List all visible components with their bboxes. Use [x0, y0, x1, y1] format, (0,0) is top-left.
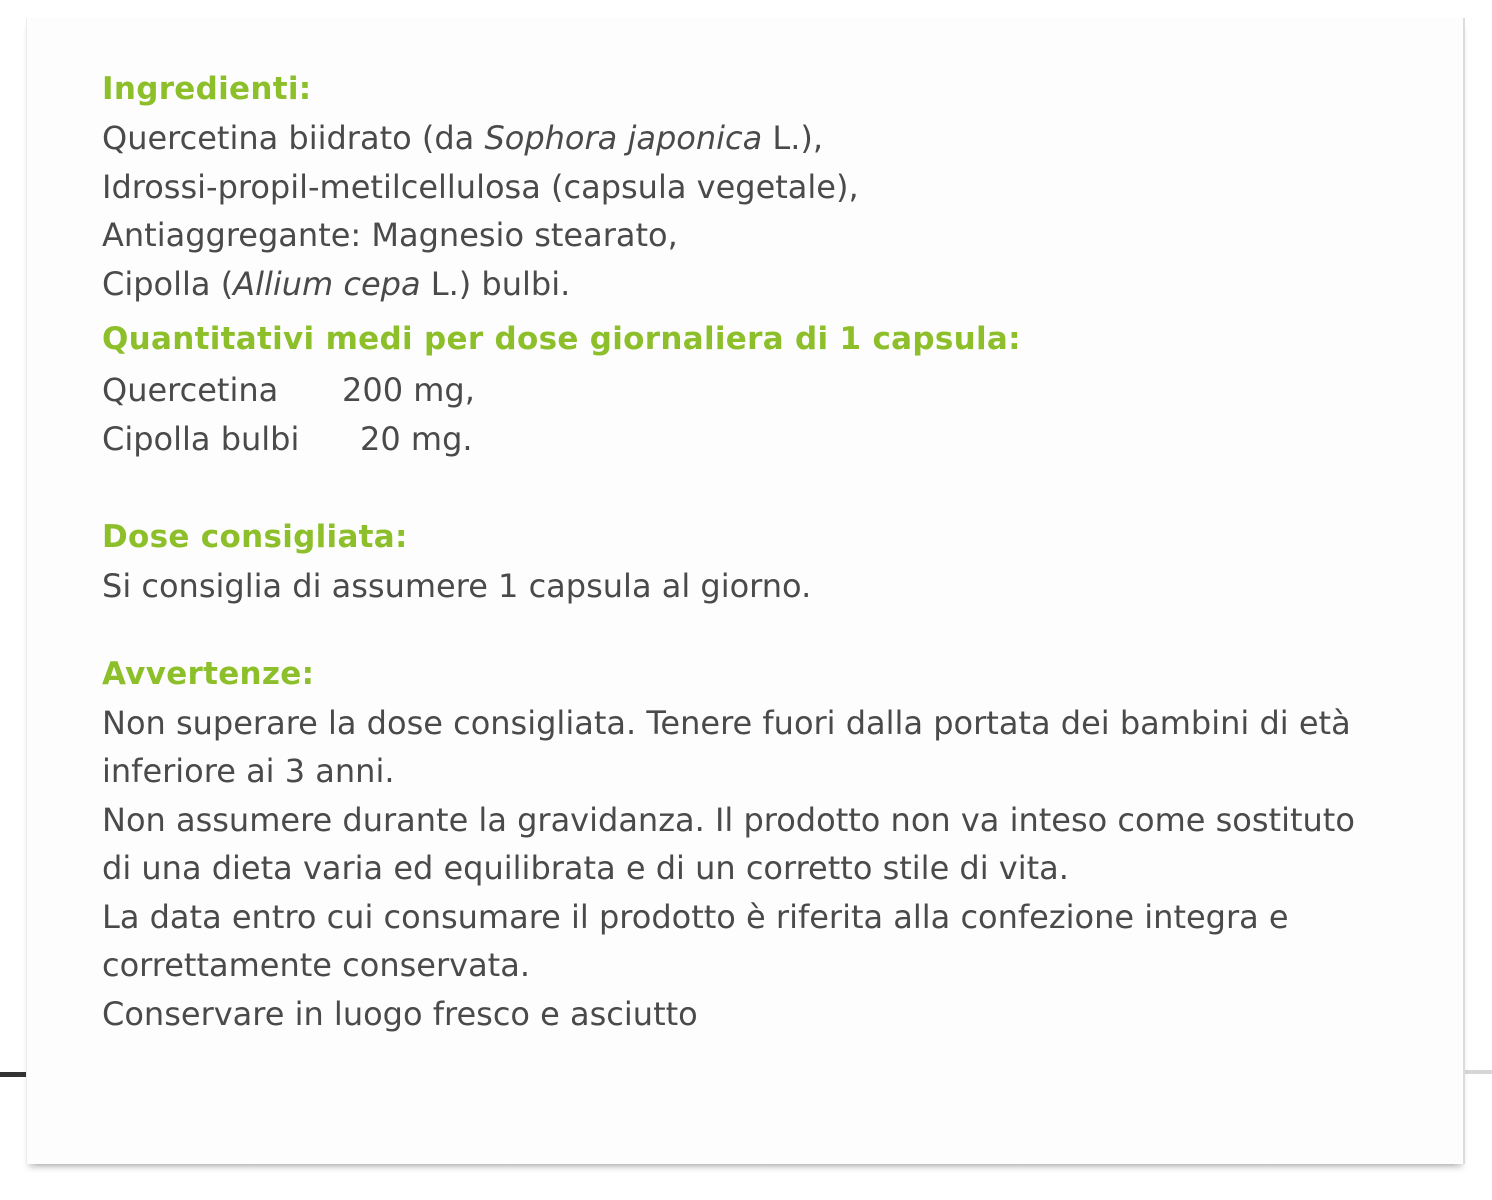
- quantity-name: Quercetina: [102, 371, 279, 409]
- dose-text: Si consiglia di assumere 1 capsula al giorno.: [102, 567, 812, 605]
- ingredients-section: [102, 64, 1402, 308]
- ingredient-text: Cipolla (: [102, 264, 234, 303]
- left-edge-shadow: [0, 1072, 26, 1077]
- label-content: [102, 64, 1402, 1038]
- ingredient-line-2: Idrossi-propil-metilcellulosa (capsula vegetale),: [102, 167, 859, 206]
- right-edge-strip: [1464, 1070, 1492, 1074]
- warning-paragraph-1: Non superare la dose consigliata. Tenere fuori dalla portata dei bambini di età inferiore ai 3 anni.: [102, 703, 1351, 790]
- ingredient-line-1: [102, 114, 1402, 163]
- quantity-row: [102, 415, 1402, 464]
- dose-section: [102, 512, 1402, 611]
- quantity-name: Cipolla bulbi: [102, 420, 300, 458]
- warning-paragraph-4: Conservare in luogo fresco e asciutto: [102, 994, 698, 1033]
- warnings-section: [102, 649, 1402, 1039]
- ingredient-line-4: [102, 260, 1402, 309]
- card-bottom-edge: [36, 1164, 1454, 1168]
- warnings-heading: Avvertenze:: [102, 655, 315, 692]
- dose-heading: Dose consigliata:: [102, 519, 408, 555]
- ingredient-botanical-name: Sophora japonica: [484, 119, 763, 157]
- ingredients-heading: Ingredienti:: [102, 71, 312, 107]
- ingredient-line-3: Antiaggregante: Magnesio stearato,: [102, 216, 678, 254]
- quantity-value: 200 mg,: [342, 371, 475, 409]
- quantity-value: 20 mg.: [360, 420, 473, 458]
- quantities-section: [102, 314, 1402, 464]
- quantities-heading: Quantitativi medi per dose giornaliera di 1 capsula:: [102, 321, 1021, 357]
- ingredient-text: L.),: [762, 119, 824, 157]
- warning-paragraph-2: Non assumere durante la gravidanza. Il prodotto non va inteso come sostituto di una dieta varia ed equilibrata e di un corretto stile di vita.: [102, 800, 1355, 887]
- ingredient-text: Quercetina biidrato (da: [102, 119, 485, 157]
- ingredient-text: L.) bulbi.: [420, 264, 571, 303]
- quantity-row: [102, 366, 1402, 415]
- ingredient-botanical-name: Allium cepa: [233, 264, 421, 303]
- warning-paragraph-3: La data entro cui consumare il prodotto è riferita alla confezione integra e correttamente conservata.: [102, 897, 1289, 984]
